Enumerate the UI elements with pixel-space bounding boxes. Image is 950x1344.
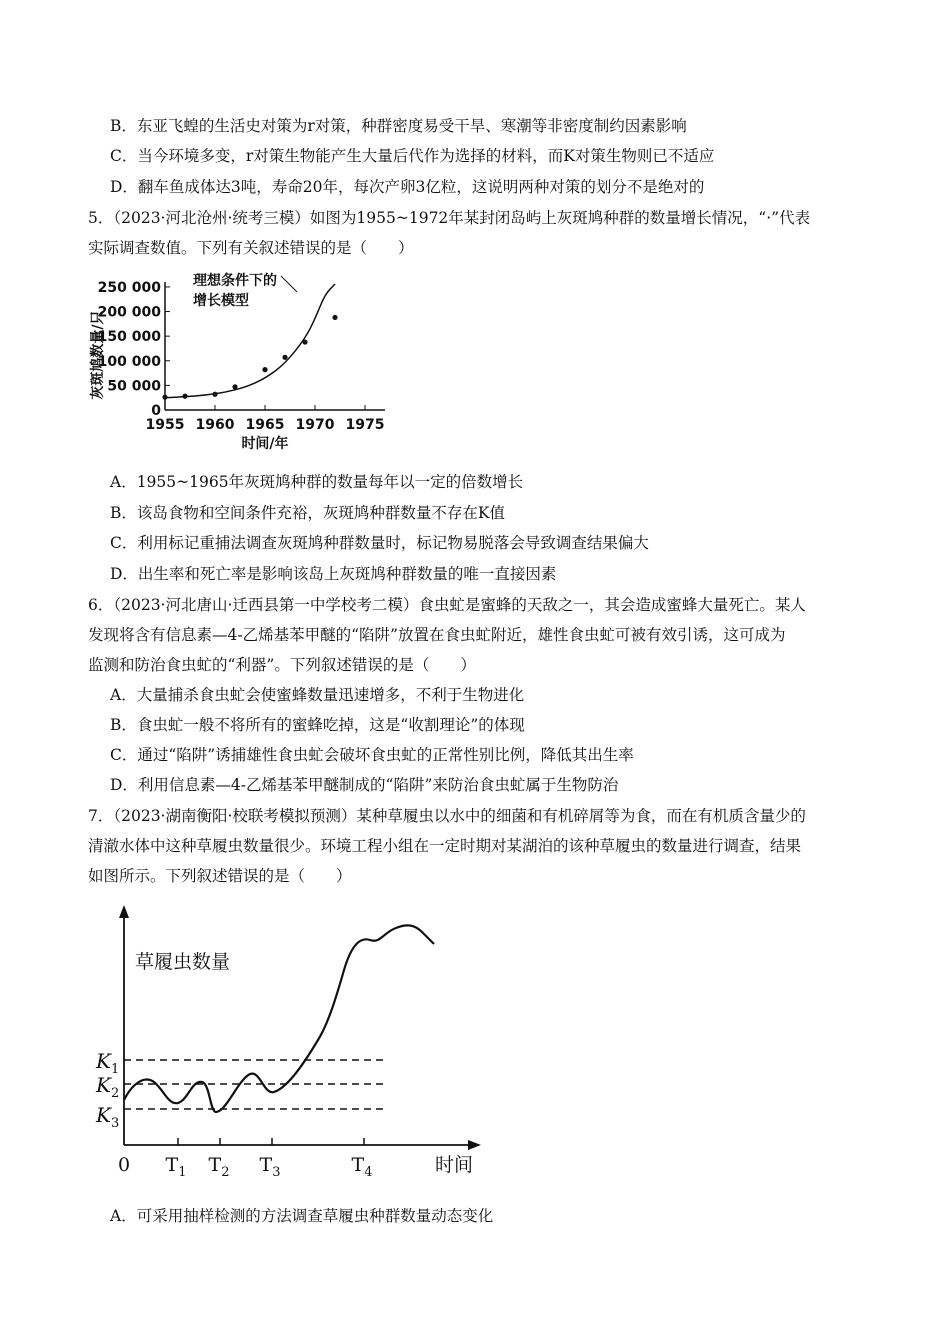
q7-y-axis-arrow: [119, 905, 129, 918]
q7-stem-line3: 如图所示。下列叙述错误的是（ ）: [88, 867, 352, 885]
q6-option-c: C．通过“陷阱”诱捕雄性食虫虻会破坏食虫虻的正常性别比例，降低其出生率: [110, 746, 634, 764]
q5-option-a: A．1955~1965年灰斑鸠种群的数量每年以一定的倍数增长: [110, 473, 524, 491]
q5-observed-point: [282, 355, 287, 360]
q7-ylabel: 草履虫数量: [135, 951, 231, 973]
q5-option-d: D．出生率和死亡率是影响该岛上灰斑鸠种群数量的唯一直接因素: [110, 565, 557, 583]
q5-ylabel: 灰斑鸠数量/只: [90, 310, 106, 400]
q5-stem-line1: 5．（2023·河北沧州·统考三模）如图为1955~1972年某封闭岛屿上灰斑鸠种群的数量增长情况，“·”代表: [88, 209, 811, 227]
q5-observed-point: [212, 392, 217, 397]
q6-option-b: B．食虫虻一般不将所有的蜜蜂吃掉，这是“收割理论”的体现: [110, 716, 525, 734]
q6-stem-line1: 6．（2023·河北唐山·迁西县第一中学校考二模）食虫虻是蜜蜂的天敌之一，其会造成蜜蜂大量死亡。某人: [88, 596, 806, 614]
q5-curve-label-leader: [281, 276, 297, 292]
q5-ytick-label: 100 000: [97, 353, 161, 370]
q5-ytick-label: 250 000: [97, 279, 161, 296]
q5-xtick-label: 1955: [145, 417, 185, 433]
q7-option-a: A．可采用抽样检测的方法调查草履虫种群数量动态变化: [110, 1207, 494, 1225]
q7-stem-line1: 7．（2023·湖南衡阳·校联考模拟预测）某种草履虫以水中的细菌和有机碎屑等为食，而在有机质含量少的: [88, 807, 806, 825]
q6-option-d: D．利用信息素—4-乙烯基苯甲醚制成的“陷阱”来防治食虫虻属于生物防治: [110, 776, 619, 794]
q5-xtick-label: 1960: [195, 417, 235, 433]
q7-xtick-label-t2: $T_2$: [208, 1154, 230, 1180]
q6-option-a: A．大量捕杀食虫虻会使蜜蜂数量迅速增多，不利于生物进化: [110, 686, 525, 704]
q7-x-axis-arrow: [468, 1140, 481, 1150]
q5-observed-point: [302, 339, 307, 344]
q5-xtick-label: 1965: [245, 417, 285, 433]
q7-xtick-label-t3: $T_3$: [259, 1154, 281, 1180]
q5-observed-point: [262, 367, 267, 372]
q4-option-d: D．翻车鱼成体达3吨，寿命20年，每次产卵3亿粒，这说明两种对策的划分不是绝对的: [110, 178, 705, 196]
q5-chart: [85, 262, 405, 462]
q5-xlabel: 时间/年: [241, 436, 289, 452]
q5-curve-label-line1: 理想条件下的: [193, 273, 277, 289]
q5-curve-label-line2: 增长模型: [193, 293, 249, 309]
q7-xlabel: 时间: [435, 1154, 474, 1176]
q5-option-b: B．该岛食物和空间条件充裕，灰斑鸠种群数量不存在K值: [110, 504, 505, 522]
q7-k1-label: $K_1$: [96, 1049, 120, 1077]
q5-xtick-label: 1970: [295, 417, 335, 433]
q5-observed-point: [232, 384, 237, 389]
q5-ytick-label: 50 000: [107, 378, 161, 395]
q7-stem-line2: 清澈水体中这种草履虫数量很少。环境工程小组在一定时期对某湖泊的该种草履虫的数量进行调查，结果: [88, 837, 802, 855]
q5-observed-point: [162, 395, 167, 400]
q7-xtick-label-0: 0: [117, 1154, 131, 1176]
q5-observed-point: [182, 394, 187, 399]
q7-k3-label: $K_3$: [96, 1103, 120, 1131]
q7-k2-label: $K_2$: [96, 1073, 120, 1101]
q5-ytick-label: 200 000: [97, 304, 161, 321]
q6-stem-line2: 发现将含有信息素—4-乙烯基苯甲醚的“陷阱”放置在食虫虻附近，雄性食虫虻可被有效引诱，这可成为: [88, 626, 786, 644]
q7-xtick-label-t4: $T_4$: [351, 1154, 373, 1180]
q5-ytick-label: 150 000: [97, 329, 161, 346]
q5-ytick-label: 0: [151, 403, 161, 419]
q5-ideal-growth-curve: [165, 284, 335, 398]
q6-stem-line3: 监测和防治食虫虻的“利器”。下列叙述错误的是（ ）: [88, 656, 476, 674]
q5-option-c: C．利用标记重捕法调查灰斑鸠种群数量时，标记物易脱落会导致调查结果偏大: [110, 534, 649, 552]
q7-xtick-label-t1: $T_1$: [165, 1154, 187, 1180]
q4-option-b: B．东亚飞蝗的生活史对策为r对策，种群密度易受干旱、寒潮等非密度制约因素影响: [110, 117, 687, 135]
q4-option-c: C．当今环境多变，r对策生物能产生大量后代作为选择的材料，而K对策生物则已不适应: [110, 147, 715, 165]
q5-stem-line2: 实际调查数值。下列有关叙述错误的是（ ）: [88, 239, 414, 257]
q5-observed-point: [332, 315, 337, 320]
q7-chart: [88, 900, 508, 1190]
q5-xtick-label: 1975: [345, 417, 385, 433]
